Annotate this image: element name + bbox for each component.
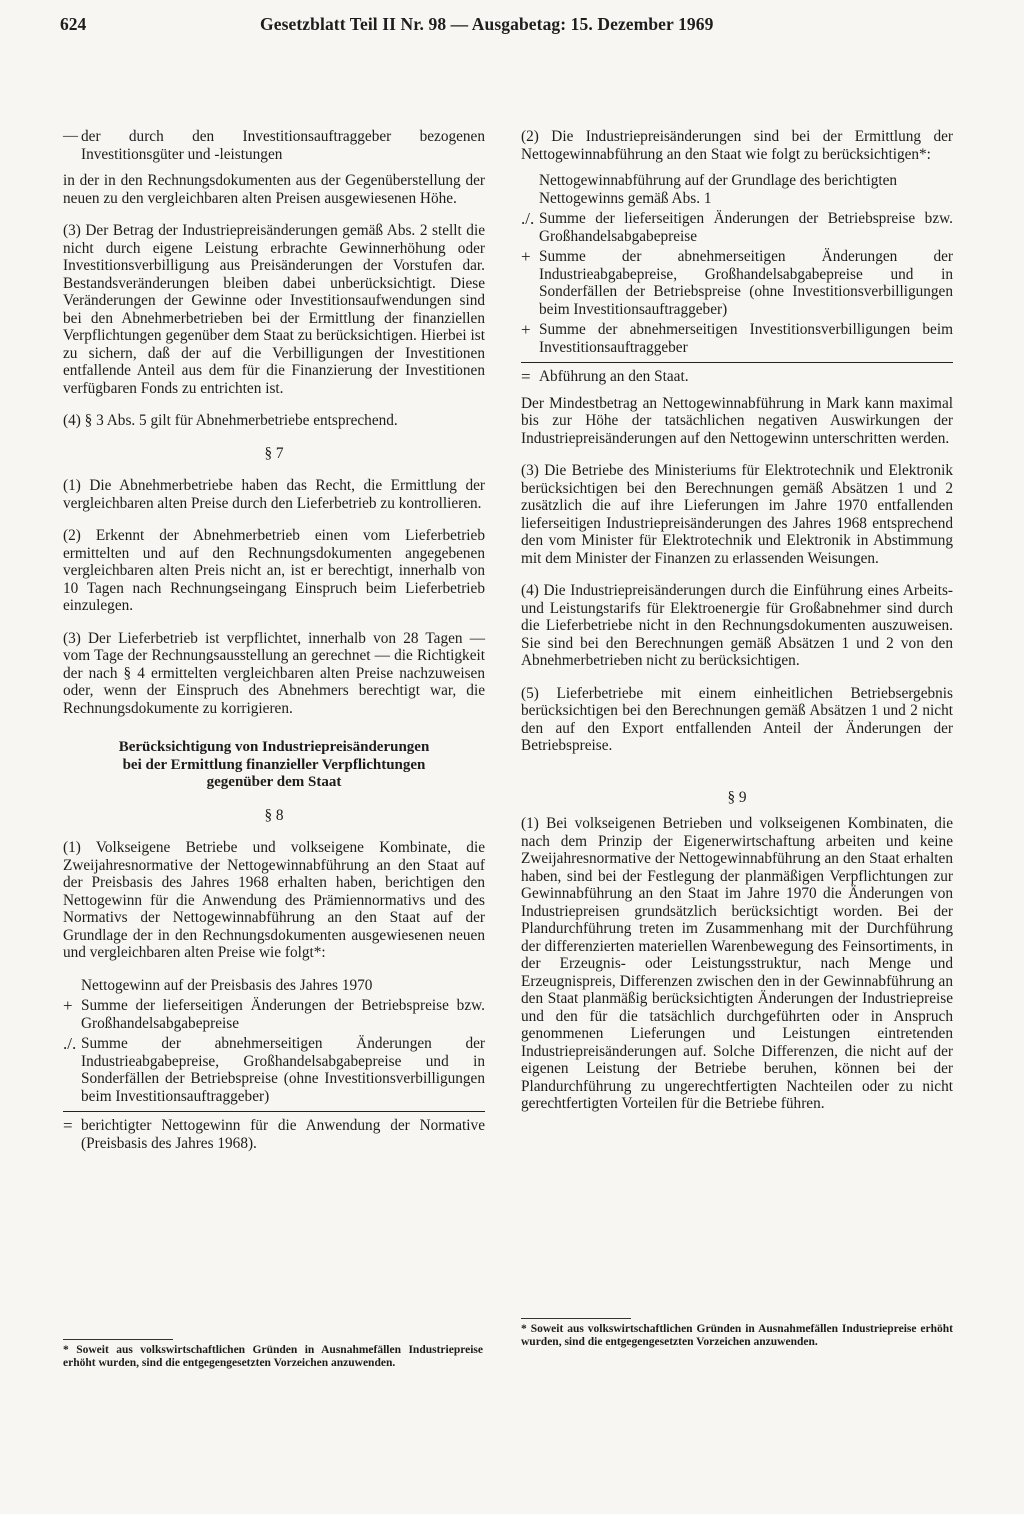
right-column: [521, 128, 953, 1113]
operator: +: [521, 247, 531, 266]
formula-text: Summe der lieferseitigen Änderungen der Betriebspreise bzw. Großhandelsabgabepreise: [81, 997, 485, 1032]
formula-rule: [521, 362, 953, 363]
dash-list-item: [63, 128, 485, 163]
formula-head: Nettogewinn auf der Preisbasis des Jahres 1970: [81, 976, 373, 994]
operator: +: [521, 320, 531, 339]
paragraph: (3) Der Betrag der Industriepreisänderungen gemäß Abs. 2 stellt die nicht durch eigene Leistung erbrachte Gewinnerhöhung oder Investitionsverbilligung aus Preisänderungen der Vorstufen dar. Bestandsveränderungen bleiben dabei unberücksichtigt. Diese Veränderungen der Gewinne oder Investitionsaufwendungen sind bei den Abnehmerbetrieben bei der Ermittlung der finanziellen Verpflichtungen gegenüber dem Staat zu berücksichtigen. Hierbei ist zu sichern, daß der auf die Verbilligungen der Investitionen entfallende Anteil aus dem für die Finanzierung der Investitionen verfügbaren Fonds zu entrichten ist.: [63, 222, 485, 397]
formula-term: [63, 1035, 485, 1105]
formula-text: Summe der abnehmerseitigen Änderungen der Industrieabgabepreise, Großhandelsabgabepreise und in Sonderfällen der Betriebspreise (ohne Investitionsverbilligungen beim Investitionsauftraggeber): [539, 248, 953, 318]
paragraph: (3) Die Betriebe des Ministeriums für Elektrotechnik und Elektronik berücksichtigen bei den Berechnungen gemäß Absätzen 1 und 2 zusätzlich die auf ihre Lieferungen im Jahre 1970 entfallenden lieferseitigen Industriepreisänderungen des Jahres 1968 entsprechend den vom Minister für Elektrotechnik und Elektronik in Abstimmung mit dem Minister der Finanzen zu erlassenden Weisungen.: [521, 462, 953, 567]
paragraph: (1) Bei volkseigenen Betrieben und volkseigenen Kombinaten, die nach dem Prinzip der Eigenerwirtschaftung arbeiten und keine Zweijahresnormative der Nettogewinnabführung an den Staat erhalten haben, sind bei der Festlegung der planmäßigen Verpflichtungen zur Gewinnabführung an den Staat im Jahre 1970 die Änderungen von Industriepreisen grundsätzlich berücksichtigt worden. Bei der Plandurchführung treten im Zusammenhang mit der Durchführung der differenzierten materiellen Warenbewegung des Feinsortiments, in der Erzeugnis- oder Leistungsstruktur, nach Menge und Erzeugnispreis, Differenzen zwischen den in der Gewinnabführung an den Staat planmäßig berücksichtigten Änderungen der Industriepreise und den für die tatsächlich durchgeführten oder in Anspruch genommenen Lieferungen und Leistungen eintretenden Industriepreisänderungen auf. Solche Differenzen, die nicht auf der eigenen Leistung der Betriebe beruhen, können bei der Plandurchführung zu ungerechtfertigten Nachteilen oder zu nicht gerechtfertigten Vorteilen für die Betriebe führen.: [521, 815, 953, 1112]
paragraph: (5) Lieferbetriebe mit einem einheitlichen Betriebsergebnis berücksichtigen bei den Berechnungen gemäß Absätzen 1 und 2 nicht den auf den Export entfallenden Anteil der Änderungen der Betriebspreise.: [521, 684, 953, 754]
footnote-right: [521, 1318, 953, 1348]
formula-text: Summe der abnehmerseitigen Investitionsverbilligungen beim Investitionsauftraggeber: [539, 321, 953, 356]
footnote-text: * Soweit aus volkswirtschaftlichen Gründen in Ausnahmefällen Industriepreise erhöht wurden, sind die entgegengesetzten Vorzeichen anzuwenden.: [521, 1323, 953, 1348]
formula-term: [521, 248, 953, 318]
running-title: Gesetzblatt Teil II Nr. 98 — Ausgabetag: 15. Dezember 1969: [260, 14, 714, 34]
paragraph: in der in den Rechnungsdokumenten aus der Gegenüberstellung der neuen zu den vergleichbaren alten Preisen ausgewiesenen Höhe.: [63, 172, 485, 207]
formula-head: Nettogewinnabführung auf der Grundlage des berichtigten Nettogewinns gemäß Abs. 1: [539, 172, 898, 207]
paragraph: (3) Der Lieferbetrieb ist verpflichtet, innerhalb von 28 Tagen — vom Tage der Rechnungsausstellung an gerechnet — die Richtigkeit der nach § 4 ermittelten vergleichbaren alten Preise nachzuweisen oder, wenn der Einspruch des Abnehmers berechtigt war, die Rechnungsdokumente zu korrigieren.: [63, 629, 485, 717]
section-number: § 8: [264, 806, 284, 824]
operator: =: [63, 1116, 73, 1135]
paragraph: Der Mindestbetrag an Nettogewinnabführung in Mark kann maximal bis zur Höhe der tatsächlichen negativen Auswirkungen der Industriepreisänderungen auf den Nettogewinn unterschritten werden.: [521, 394, 953, 447]
heading-line: Berücksichtigung von Industriepreisänderungen: [118, 739, 430, 755]
formula-result: [63, 1117, 485, 1152]
formula-term: [63, 997, 485, 1032]
formula-result: [521, 368, 953, 386]
formula-rule: [63, 1111, 485, 1112]
heading-line: gegenüber dem Staat: [206, 774, 342, 790]
operator: +: [63, 996, 73, 1015]
page-number: 624: [60, 14, 87, 34]
footnote-rule: [63, 1339, 173, 1340]
formula-term: [521, 321, 953, 356]
footnote-left: [63, 1339, 483, 1369]
formula-text: Summe der abnehmerseitigen Änderungen der Industrieabgabepreise, Großhandelsabgabepreise und in Sonderfällen der Betriebspreise (ohne Investitionsverbilligungen beim Investitionsauftraggeber): [81, 1035, 485, 1105]
paragraph: (4) Die Industriepreisänderungen durch die Einführung eines Arbeits- und Leistungstarifs für Elektroenergie für Großabnehmer sind durch die Lieferbetriebe nicht in den Rechnungsdokumenten auszuweisen. Sie sind bei den Berechnungen gemäß Absätzen 1 und 2 von den Abnehmerbetrieben nicht zu berücksichtigen.: [521, 582, 953, 669]
formula-text: berichtigter Nettogewinn für die Anwendung der Normative (Preisbasis des Jahres 1968).: [81, 1117, 485, 1152]
operator: ./.: [521, 209, 535, 228]
operator: ./.: [63, 1034, 77, 1053]
left-column: [63, 128, 485, 1152]
dash-list-text: der durch den Investitionsauftraggeber bezogenen Investitionsgüter und -leistungen: [81, 128, 485, 163]
page-header: [60, 14, 964, 44]
paragraph: (1) Volkseigene Betriebe und volkseigene Kombinate, die Zweijahresnormative der Nettogewinnabführung an den Staat auf der Preisbasis des Jahres 1968 erhalten haben, berichtigen den Nettogewinn für die Anwendung des Prämiennormativs und des Normativs der Nettogewinnabführung an den Staat auf der Grundlage der in den Rechnungsdokumenten ausgewiesenen neuen und vergleichbaren alten Preise wie folgt*:: [63, 839, 485, 961]
operator: =: [521, 367, 531, 386]
paragraph: (4) § 3 Abs. 5 gilt für Abnehmerbetriebe entsprechend.: [63, 412, 398, 429]
formula-text: Abführung an den Staat.: [539, 368, 689, 385]
footnote-text: * Soweit aus volkswirtschaftlichen Gründen in Ausnahmefällen Industriepreise erhöht wurden, sind die entgegengesetzten Vorzeichen anzuwenden.: [63, 1344, 483, 1369]
heading-line: bei der Ermittlung finanzieller Verpflichtungen: [122, 756, 426, 773]
dash-mark: —: [63, 128, 78, 144]
formula-term: [521, 210, 953, 245]
section-number: § 9: [727, 788, 747, 806]
footnote-rule: [521, 1318, 631, 1319]
section-number: § 7: [264, 444, 284, 462]
paragraph: (2) Erkennt der Abnehmerbetrieb einen vom Lieferbetrieb ermittelten und auf den Rechnungsdokumenten angegebenen vergleichbaren alten Preis nicht an, ist er berechtigt, innerhalb von 10 Tagen nach Rechnungseingang Einspruch beim Lieferbetrieb einzulegen.: [63, 527, 485, 614]
paragraph: (1) Die Abnehmerbetriebe haben das Recht, die Ermittlung der vergleichbaren alten Preise durch den Lieferbetrieb zu kontrollieren.: [63, 477, 485, 512]
paragraph: (2) Die Industriepreisänderungen sind bei der Ermittlung der Nettogewinnabführung an den Staat wie folgt zu berücksichtigen*:: [521, 128, 953, 163]
section-heading: [63, 739, 485, 792]
formula-text: Summe der lieferseitigen Änderungen der Betriebspreise bzw. Großhandelsabgabepreise: [539, 210, 953, 245]
